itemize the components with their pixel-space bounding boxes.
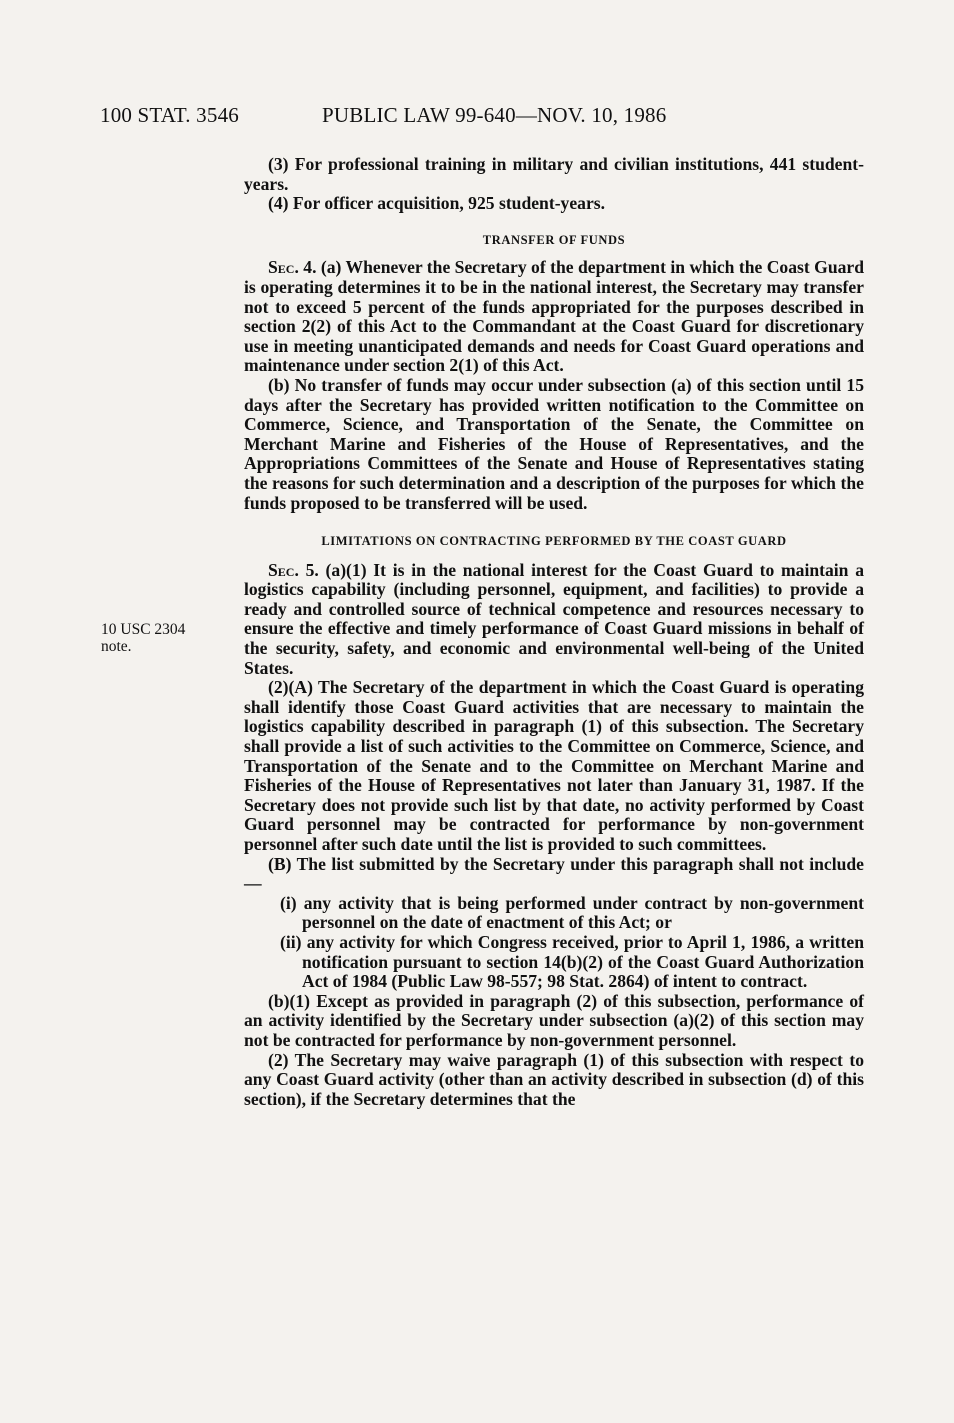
body-text: [244, 155, 864, 1109]
paragraph-text: (a) Whenever the Secretary of the department in which the Coast Guard is operating determines it to be in the national interest, the Secretary may transfer not to exceed 5 percent of the funds appropriated for the purposes described in section 2(2) of this Act to the Commandant at the Coast Guard for discretionary use in meeting unanticipated demands and needs for Coast Guard operations and maintenance under section 2(1) of this Act.: [244, 257, 864, 376]
paragraph: (4) For officer acquisition, 925 student-years.: [268, 193, 606, 214]
section-label: Sec. 4.: [268, 257, 317, 278]
paragraph: (b) No transfer of funds may occur under subsection (a) of this section until 15 days after the Secretary has provided written notification to the Committee on Commerce, Science, and Transportation of the Senate, the Committee on Merchant Marine and Fisheries of the House of Representatives, and the Appropriations Committees of the Senate and House of Representatives stating the reasons for such determination and a description of the purposes for which the funds proposed to be transferred will be used.: [244, 374, 864, 513]
margin-citation-line: 10 USC 2304: [101, 621, 186, 638]
paragraph-text: (a)(1) It is in the national interest for the Coast Guard to maintain a logistics capability (including personnel, equipment, and facilities) to provide a ready and controlled source of technical competence and resources necessary to ensure the effective and timely performance of Coast Guard missions in behalf of the security, safety, and economic and environmental well-being of the United States.: [244, 559, 864, 678]
paragraph-section-5a1: [244, 561, 864, 679]
paragraph: (2) The Secretary may waive paragraph (1) of this subsection with respect to any Coast Guard activity (other than an activity described in subsection (d) of this section), if the Secretary determines that the: [244, 1049, 864, 1109]
paragraph: (2)(A) The Secretary of the department in which the Coast Guard is operating shall identify those Coast Guard activities that are necessary to maintain the logistics capability described in paragraph (1) of this subsection. The Secretary shall provide a list of such activities to the Committee on Commerce, Science, and Transportation of the Senate and to the Committee on Merchant Marine and Fisheries of the House of Representatives not later than January 31, 1987. If the Secretary does not provide such list by that date, no activity performed by Coast Guard personnel may be contracted for performance by non-government personnel after such date until the list is provided to such committees.: [244, 677, 864, 854]
page-header: [100, 103, 860, 133]
paragraph: (B) The list submitted by the Secretary under this paragraph shall not include—: [244, 853, 864, 894]
paragraph: (3) For professional training in military and civilian institutions, 441 student-years.: [244, 154, 864, 194]
margin-citation-line: note.: [101, 638, 132, 655]
paragraph-section-4a: [244, 258, 864, 376]
paragraph: (b)(1) Except as provided in paragraph (2) of this subsection, performance of an activity identified by the Secretary under subsection (a)(2) of this section may not be contracted for performance by non-government personnel.: [244, 990, 864, 1050]
list-item: (ii) any activity for which Congress received, prior to April 1, 1986, a written notification pursuant to section 14(b)(2) of the Coast Guard Authorization Act of 1984 (Public Law 98-557; 98 Stat. 2864) of intent to contract.: [280, 931, 864, 992]
section-heading-transfer-of-funds: TRANSFER OF FUNDS: [482, 232, 626, 247]
stat-page-number: 100 STAT. 3546: [100, 103, 239, 127]
section-heading-limitations-on-contracting: LIMITATIONS ON CONTRACTING PERFORMED BY THE COAST GUARD: [321, 534, 787, 549]
law-title-date: PUBLIC LAW 99-640—NOV. 10, 1986: [322, 103, 667, 127]
list-item: (i) any activity that is being performed under contract by non-government personnel on the date of enactment of this Act; or: [280, 892, 864, 933]
margin-citation: [101, 621, 185, 655]
section-label: Sec. 5.: [268, 559, 319, 580]
